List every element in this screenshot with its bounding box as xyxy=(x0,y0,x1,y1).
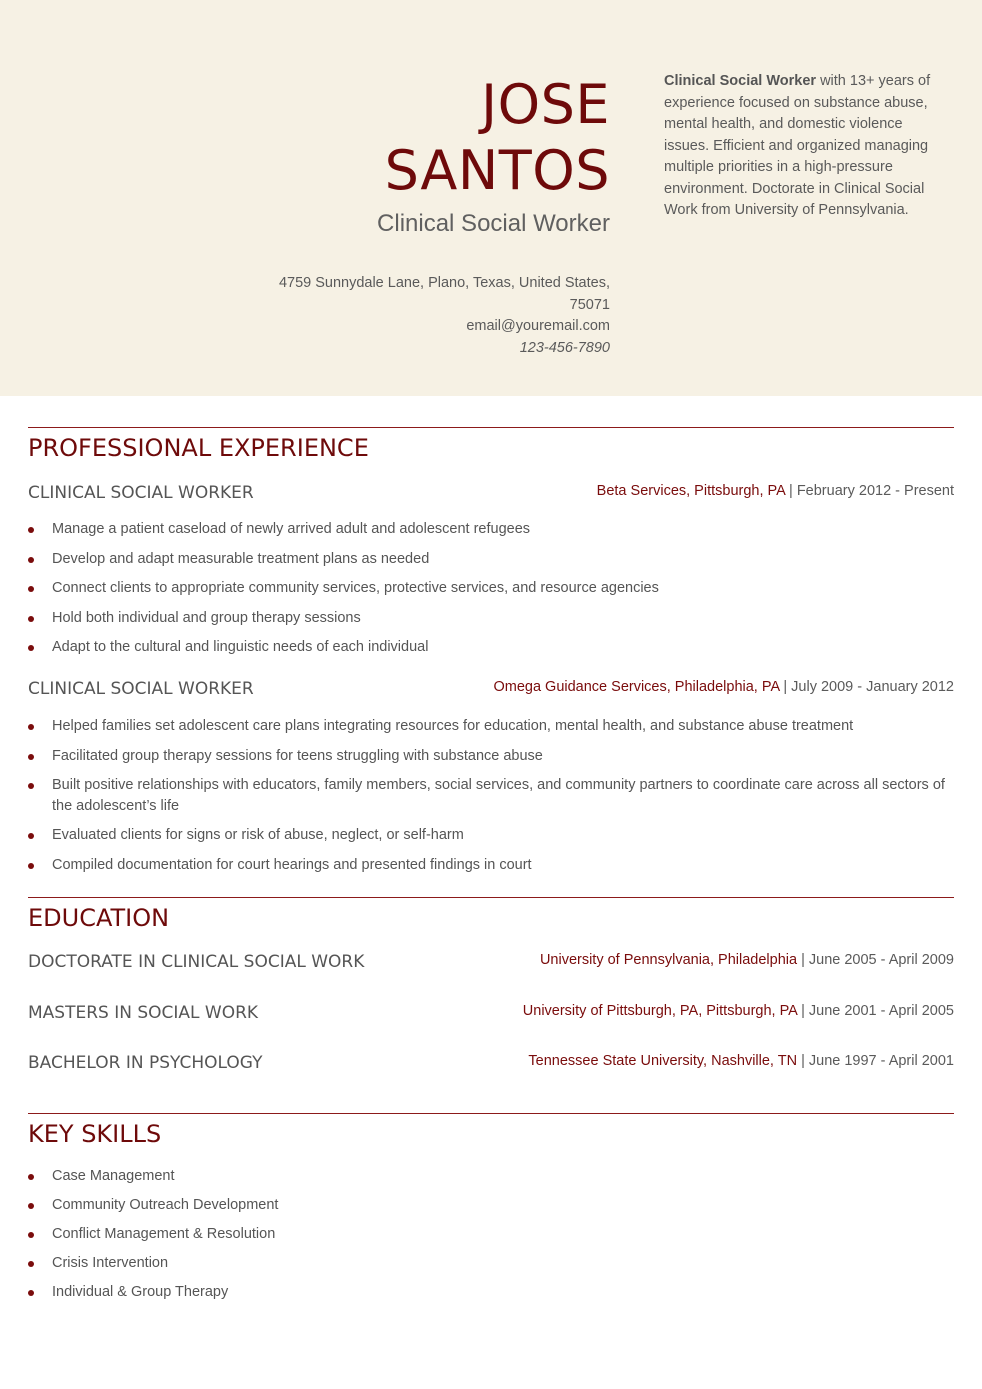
list-item: Helped families set adolescent care plans integrating resources for education, mental health, and substance abuse treatment xyxy=(28,716,954,737)
school: University of Pennsylvania, Philadelphia xyxy=(539,952,798,968)
degree: BACHELOR IN PSYCHOLOGY xyxy=(28,1053,263,1073)
education-section xyxy=(28,897,954,932)
resume-header xyxy=(0,0,982,396)
education-meta xyxy=(523,1003,954,1019)
list-item: Hold both individual and group therapy sessions xyxy=(28,608,954,629)
contact-info xyxy=(270,273,610,359)
job-meta xyxy=(493,679,954,695)
candidate-name xyxy=(385,72,610,204)
summary xyxy=(664,71,944,222)
section-heading-education: EDUCATION xyxy=(28,904,170,932)
list-item: Facilitated group therapy sessions for teens struggling with substance abuse xyxy=(28,746,954,767)
job-dates: | July 2009 - January 2012 xyxy=(779,679,954,695)
degree: DOCTORATE IN CLINICAL SOCIAL WORK xyxy=(28,952,365,972)
employer: Omega Guidance Services, Philadelphia, PA xyxy=(493,679,780,695)
education-dates: | June 2005 - April 2009 xyxy=(797,952,954,968)
list-item: Adapt to the cultural and linguistic needs of each individual xyxy=(28,637,954,658)
list-item: Individual & Group Therapy xyxy=(28,1282,954,1303)
name-last: SANTOS xyxy=(384,139,610,202)
list-item: Evaluated clients for signs or risk of abuse, neglect, or self-harm xyxy=(28,825,954,846)
list-item: Develop and adapt measurable treatment plans as needed xyxy=(28,549,954,570)
phone: 123-456-7890 xyxy=(519,339,610,356)
list-item: Conflict Management & Resolution xyxy=(28,1224,954,1245)
summary-role: Clinical Social Worker xyxy=(664,73,817,89)
list-item: Crisis Intervention xyxy=(28,1253,954,1274)
job-dates: | February 2012 - Present xyxy=(785,483,954,499)
school: Tennessee State University, Nashville, TN xyxy=(528,1053,798,1069)
skills-list xyxy=(28,1166,954,1303)
section-heading-experience: PROFESSIONAL EXPERIENCE xyxy=(28,434,369,462)
education-entry xyxy=(28,1003,954,1027)
name-first: JOSE xyxy=(481,73,610,136)
section-heading-skills: KEY SKILLS xyxy=(28,1120,162,1148)
skills-section xyxy=(28,1113,954,1148)
experience-section xyxy=(28,427,954,462)
education-entry xyxy=(28,952,954,976)
summary-text: with 13+ years of experience focused on substance abuse, mental health, and domestic violence issues. Efficient and organized managing multiple priorities in a high-pressure environment. Doctorate in Clinical Social Work from University of Pennsylvania. xyxy=(664,73,931,218)
job-position: CLINICAL SOCIAL WORKER xyxy=(28,483,254,503)
education-dates: | June 1997 - April 2001 xyxy=(797,1053,954,1069)
list-item: Case Management xyxy=(28,1166,954,1187)
job-duties xyxy=(28,519,954,658)
job-title: Clinical Social Worker xyxy=(377,210,610,237)
address-line-2: 75071 xyxy=(569,296,610,313)
job-entry xyxy=(28,483,954,507)
list-item: Connect clients to appropriate community services, protective services, and resource agencies xyxy=(28,578,954,599)
list-item: Manage a patient caseload of newly arrived adult and adolescent refugees xyxy=(28,519,954,540)
list-item: Built positive relationships with educators, family members, social services, and community partners to coordinate care across all sectors of the adolescent’s life xyxy=(28,775,954,816)
employer: Beta Services, Pittsburgh, PA xyxy=(596,483,785,499)
job-meta xyxy=(597,483,954,499)
job-entry xyxy=(28,679,954,703)
school: University of Pittsburgh, PA, Pittsburgh, PA xyxy=(522,1003,798,1019)
education-meta xyxy=(528,1053,954,1069)
address-line-1: 4759 Sunnydale Lane, Plano, Texas, United States, xyxy=(278,275,610,291)
education-entry xyxy=(28,1053,954,1077)
email[interactable]: email@youremail.com xyxy=(466,318,610,334)
education-meta xyxy=(540,952,954,968)
list-item: Community Outreach Development xyxy=(28,1195,954,1216)
job-duties xyxy=(28,716,954,875)
job-position: CLINICAL SOCIAL WORKER xyxy=(28,679,254,699)
degree: MASTERS IN SOCIAL WORK xyxy=(28,1003,259,1023)
education-dates: | June 2001 - April 2005 xyxy=(797,1003,954,1019)
list-item: Compiled documentation for court hearings and presented findings in court xyxy=(28,855,954,876)
